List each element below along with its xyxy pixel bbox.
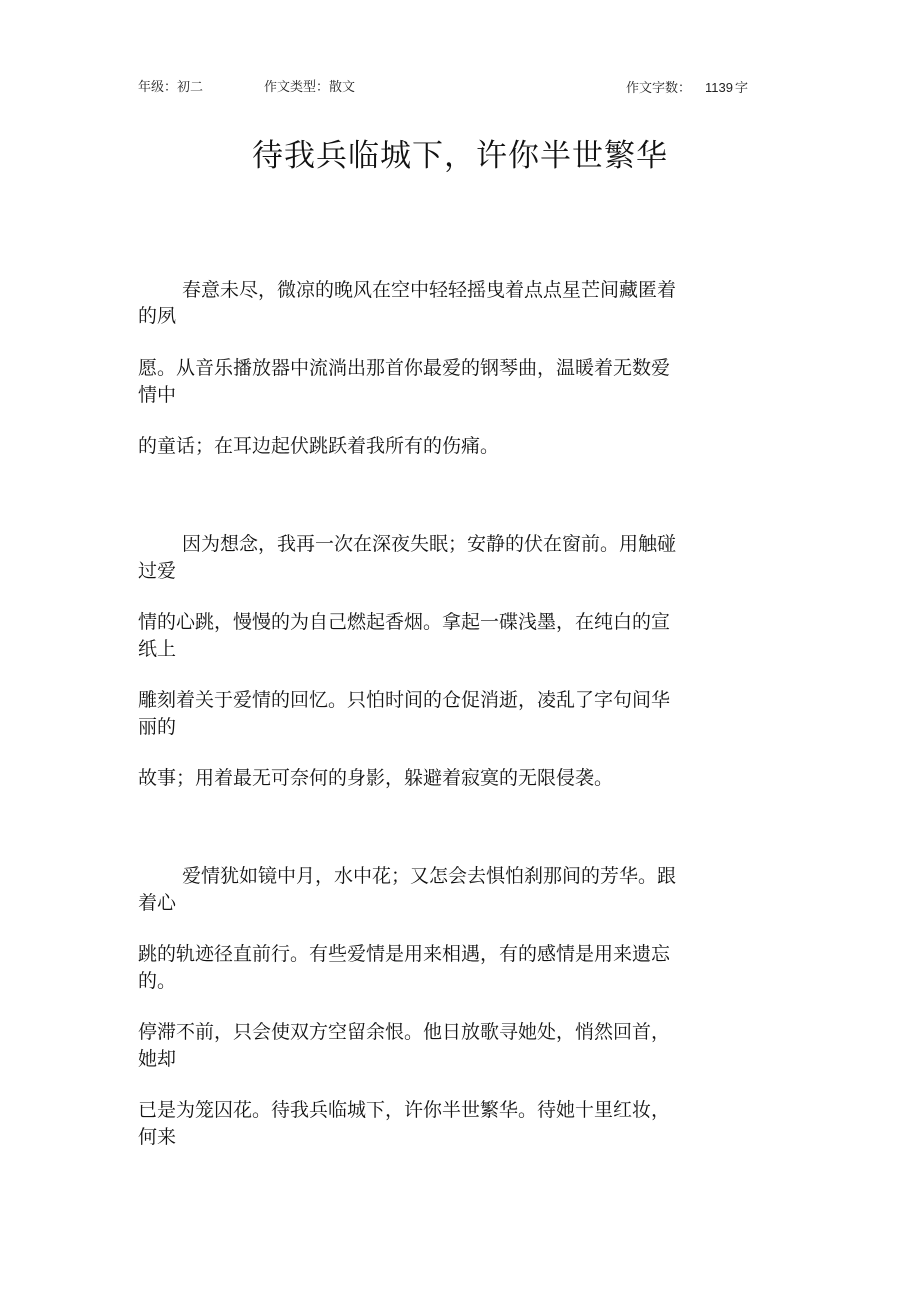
- word-count-unit: 字: [734, 81, 748, 96]
- paragraph-line: 跳的轨迹径直前行。有些爱情是用来相遇，有的感情是用来遗忘: [138, 943, 671, 965]
- paragraph-line: 因为想念，我再一次在深夜失眠；安静的伏在窗前。用触碰: [182, 533, 677, 555]
- paragraph-line: 的。: [138, 970, 177, 992]
- essay-meta-header: [138, 78, 748, 98]
- word-count-label: 作文字数：: [626, 81, 692, 96]
- paragraph-line: 故事；用着最无可奈何的身影，躲避着寂寞的无限侵袭。: [138, 767, 614, 789]
- paragraph-line: 爱情犹如镜中月，水中花；又怎会去惧怕刹那间的芳华。跟: [182, 865, 677, 887]
- grade-label: 年级：初二: [138, 80, 204, 95]
- paragraph-line: 的夙: [138, 305, 177, 327]
- paragraph-line: 她却: [138, 1048, 177, 1070]
- paragraph-line: 已是为笼囚花。待我兵临城下，许你半世繁华。待她十里红妆，: [138, 1099, 671, 1121]
- paragraph-line: 丽的: [138, 716, 177, 738]
- paragraph-line: 何来: [138, 1126, 177, 1148]
- essay-type-label: 作文类型：散文: [264, 80, 356, 95]
- paragraph-line: 纸上: [138, 638, 177, 660]
- word-count-value: 1139: [705, 80, 733, 95]
- paragraph-line: 春意未尽，微凉的晚风在空中轻轻摇曳着点点星芒间藏匿着: [182, 279, 677, 301]
- essay-title: 待我兵临城下，许你半世繁华: [252, 138, 668, 174]
- paragraph-line: 愿。从音乐播放器中流淌出那首你最爱的钢琴曲，温暖着无数爱: [138, 357, 671, 379]
- paragraph-line: 停滞不前，只会使双方空留余恨。他日放歌寻她处，悄然回首，: [138, 1021, 671, 1043]
- paragraph-line: 情中: [138, 384, 177, 406]
- paragraph-line: 雕刻着关于爱情的回忆。只怕时间的仓促消逝，凌乱了字句间华: [138, 689, 671, 711]
- paragraph-line: 的童话；在耳边起伏跳跃着我所有的伤痛。: [138, 435, 500, 457]
- paragraph-line: 情的心跳，慢慢的为自己燃起香烟。拿起一碟浅墨，在纯白的宣: [138, 611, 671, 633]
- paragraph-line: 过爱: [138, 560, 177, 582]
- paragraph-line: 着心: [138, 892, 177, 914]
- word-count: [626, 78, 748, 99]
